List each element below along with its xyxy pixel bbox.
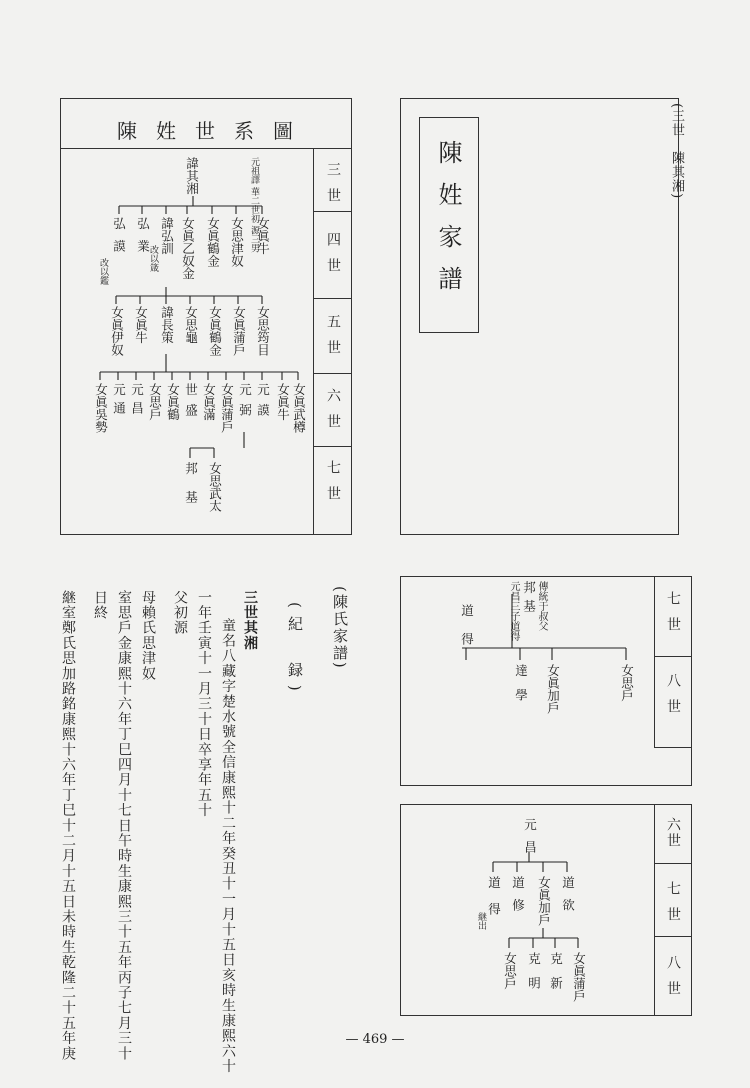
generation-label: 七世 [665, 881, 681, 933]
chart3-person: 道修 [510, 876, 526, 921]
gen6-person: 元通 [111, 383, 127, 420]
gen6-person: 女眞滿 [201, 383, 217, 421]
record-line: 室思戶金康熙十六年丁巳四月十七日午時生康熙三十五年丙子七月三十 [116, 590, 132, 1062]
record-line: 継室鄭氏思加路銘康熙十六年丁巳十二月十五日未時生乾隆二十五年庚 [60, 590, 76, 1062]
gen6-person: 女眞牛 [275, 383, 291, 421]
gen5-person: 女思筠目 [255, 306, 271, 356]
generation-label: 五世 [325, 314, 341, 366]
cover-title-frame [419, 117, 479, 333]
gen6-person: 女眞吳勢 [93, 383, 109, 433]
gen6-person: 元弼 [237, 383, 253, 424]
gen3-note: 元祖譯 華二世初 源三男 [249, 157, 259, 253]
gen4-person: 諱弘訓 [159, 217, 175, 255]
cover-panel [400, 98, 679, 535]
gen4-note: 改以鑑 [98, 258, 108, 285]
gen3-person: 諱其湘 [184, 157, 200, 195]
gen4-person: 女眞乙奴金 [180, 217, 196, 280]
chart2-person: 女思戶 [619, 664, 635, 702]
gen4-note: 改以箴 [148, 245, 158, 272]
chart2-note: 傳統于叔父 [536, 581, 547, 631]
gen4-person: 女思津奴 [229, 217, 245, 267]
chart3-person: 女眞加戶 [536, 876, 552, 926]
chart-title: 陳姓世系圖 [117, 119, 312, 143]
generation-column [654, 577, 692, 748]
gen6-person: 女眞武樽 [291, 383, 307, 433]
gen4-person: 弘業 [135, 217, 151, 262]
record-line: 童名八藏字楚水號全信康熙十二年癸丑十一月十五日亥時生康熙六十 [220, 618, 236, 1074]
gen7-person: 邦基 [183, 462, 199, 519]
gen5-person: 女眞鶴金 [207, 306, 223, 356]
record-line: 三世其湘 [242, 590, 258, 651]
chart3-person: 女眞蒲戶 [571, 952, 587, 1002]
record-line: 日終 [92, 590, 108, 621]
chart2-note: 元昌三子道得 [508, 581, 519, 641]
generation-label: 四世 [325, 232, 341, 284]
gen6-person: 世盛 [183, 383, 199, 424]
gen6-person: 女眞蒲戶 [219, 383, 235, 433]
gen5-person: 諱長策 [159, 306, 175, 344]
chart3-person: 女思戶 [502, 952, 518, 990]
page-number: — 469 — [345, 1032, 405, 1047]
chart3-person: 道欲 [560, 876, 576, 921]
gen5-person: 女思龜 [183, 306, 199, 344]
chart3-head: 元昌 [522, 818, 538, 863]
gen6-person: 女思戶 [147, 383, 163, 421]
record-line: 母賴氏思津奴 [140, 590, 156, 682]
cover-title: 陳姓家譜 [434, 140, 462, 308]
gen5-person: 女眞蒲戶 [231, 306, 247, 356]
record-line: 父初源 [172, 590, 188, 636]
generation-column [654, 805, 692, 1015]
generation-label: 七世 [325, 460, 341, 512]
chart3-person: 道得 [486, 876, 502, 929]
generation-label: 八世 [665, 673, 681, 725]
chart3-note: 継出 [476, 912, 486, 930]
generation-label: 六世 [665, 817, 681, 849]
cover-side-label: (三世 陳其湘) [669, 103, 684, 200]
chart2-person: 達學 [513, 664, 529, 713]
generation-label: 三世 [325, 162, 341, 214]
generation-label: 八世 [665, 955, 681, 1007]
chart2-person: 道得 [459, 604, 475, 661]
chart2-head: 邦基 [521, 581, 537, 618]
chart3-person: 克明 [526, 952, 542, 1001]
chart3-person: 克新 [548, 952, 564, 1001]
gen5-person: 女眞牛 [133, 306, 149, 344]
gen6-person: 元謨 [255, 383, 271, 424]
records-book-title: (陳氏家譜) [331, 586, 349, 670]
chart2-person: 女眞加戶 [545, 664, 561, 714]
gen4-person: 女眞牛 [255, 217, 271, 255]
gen6-person: 女眞鶴 [165, 383, 181, 421]
generation-label: 七世 [665, 591, 681, 643]
gen6-person: 元昌 [129, 383, 145, 420]
gen7-person: 女思武太 [207, 462, 223, 512]
gen4-person: 女眞鶴金 [205, 217, 221, 267]
records-section: (紀 録) [286, 602, 304, 699]
gen4-person: 弘謨 [111, 217, 127, 262]
generation-label: 六世 [325, 388, 341, 440]
record-line: 一年壬寅十一月三十日卒享年五十 [196, 590, 212, 818]
gen5-person: 女眞伊奴 [109, 306, 125, 356]
